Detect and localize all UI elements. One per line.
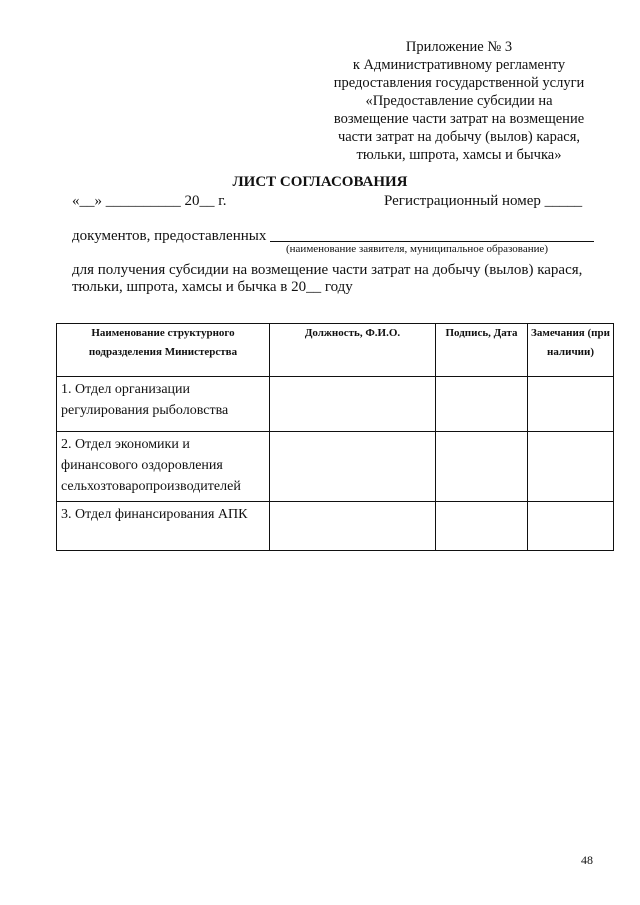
registration-number: Регистрационный номер _____ [384,193,583,209]
appendix-line: тюльки, шпрота, хамсы и бычка» [356,147,562,163]
date-line: «__» __________ 20__ г. [72,193,227,209]
appendix-line: к Административному регламенту [352,57,566,73]
applicant-caption: (наименование заявителя, муниципальное образование) [286,243,549,255]
appendix-line: возмещение части затрат на возмещение [333,111,585,127]
header-position: Должность, Ф.И.О. [270,324,436,377]
remarks-cell [528,432,614,502]
signature-cell [436,377,528,432]
page-number: 48 [581,853,593,867]
appendix-line: «Предоставление субсидии на [365,93,553,109]
applicant-underline [270,241,594,242]
header-signature: Подпись, Дата [436,324,528,377]
table-row [57,432,614,502]
table-row [57,377,614,432]
signature-cell [436,432,528,502]
position-cell [270,377,436,432]
purpose-line: для получения субсидии на возмещение части затрат на добычу (вылов) карася, [72,262,583,278]
department-cell: 3. Отдел финансирования АПК [57,502,270,551]
remarks-cell [528,502,614,551]
approval-table [56,323,614,551]
appendix-line: предоставления государственной услуги [333,75,585,91]
document-title: ЛИСТ СОГЛАСОВАНИЯ [232,174,408,190]
department-cell: 2. Отдел экономики и финансового оздоровления сельхозтоваропроизводителей [57,432,270,502]
header-remarks: Замечания (при наличии) [528,324,614,377]
documents-label: документов, предоставленных [72,228,267,244]
position-cell [270,502,436,551]
position-cell [270,432,436,502]
table-row [57,502,614,551]
purpose-line: тюльки, шпрота, хамсы и бычка в 20__ году [72,279,353,295]
appendix-header [318,38,600,164]
header-department: Наименование структурного подразделения Министерства [57,324,270,377]
signature-cell [436,502,528,551]
table-header-row [57,324,614,377]
appendix-line: части затрат на добычу (вылов) карася, [337,129,581,145]
department-cell: 1. Отдел организации регулирования рыболовства [57,377,270,432]
appendix-line: Приложение № 3 [405,39,513,55]
remarks-cell [528,377,614,432]
